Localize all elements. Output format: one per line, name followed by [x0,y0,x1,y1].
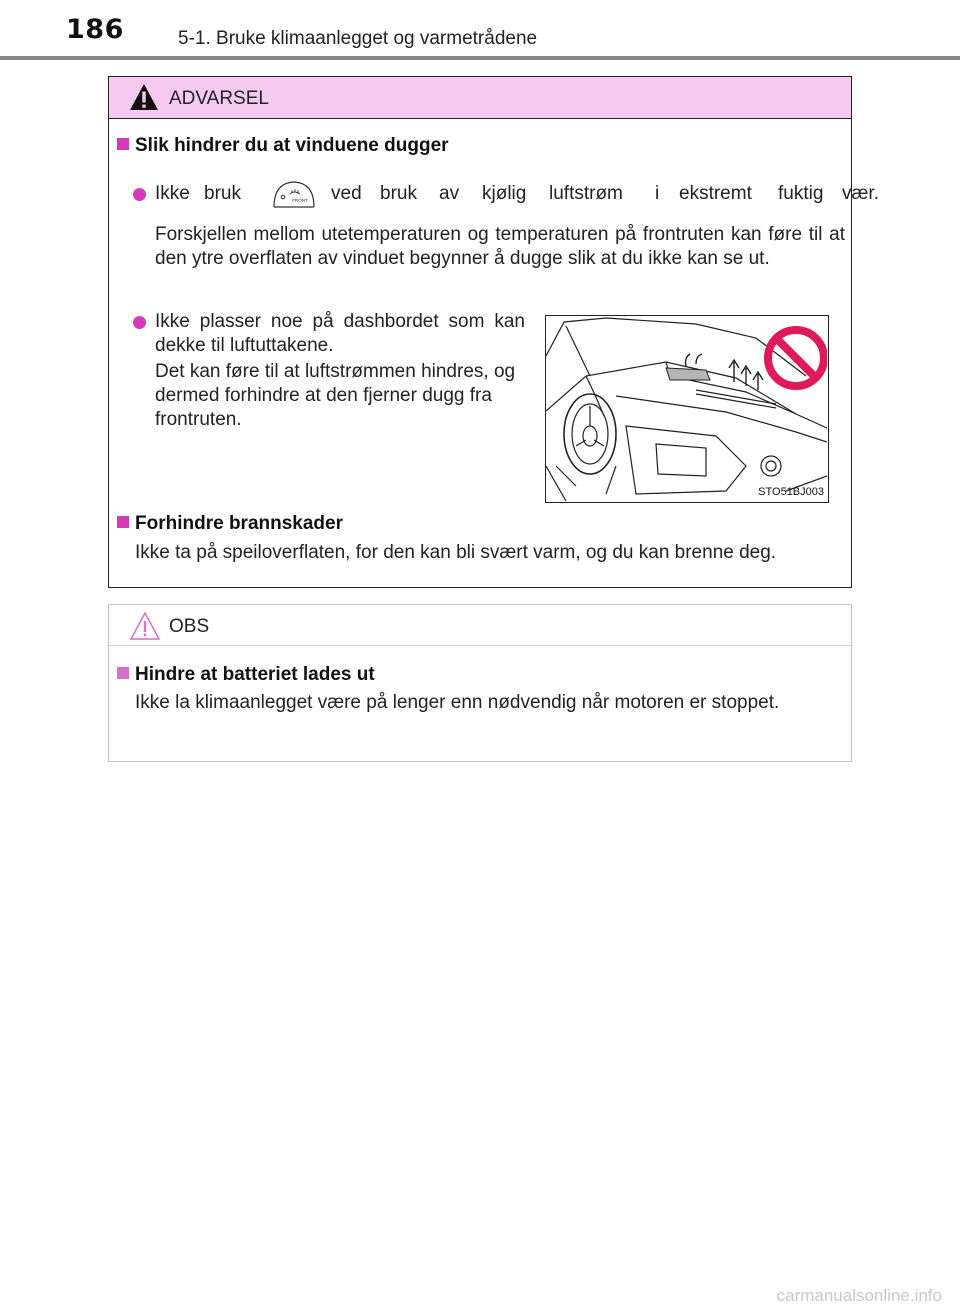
notice-label: OBS [169,616,210,637]
figure-code: STO51BJ003 [758,486,824,498]
section-title: 5-1. Bruke klimaanlegget og varmetrådene [178,28,538,49]
dashboard-drawing [546,316,827,501]
item-text-2: Det kan føre til at luftstrømmen hindres, og dermed forhindre at den fjerner dugg fra frontruten. [155,361,516,430]
dashboard-illustration [545,315,829,503]
caution-triangle-icon [129,611,161,641]
square-bullet-icon [117,516,129,528]
round-bullet-icon [133,188,146,201]
header-rule [0,56,960,60]
warning-box: ADVARSEL Slik hindrer du at vinduene dugger Ikke bruk ved bruk av kjølig luftstrøm i ekstremt fuktig vær. FRONT Forskjellen mellom utetemperaturen og temperaturen på frontruten kan føre til at den ytre overflaten av vinduet begynner å dugge slik at du ikke kan se ut. Ikke plasser noe på dashbordet som kan dekke til luftuttakene. Det kan føre til at luftstrømmen hindres, og dermed forhindre at den fjerner dugg fra frontruten. STO51BJ003 Forhindre brannskader Ikke ta på speiloverflaten, for den kan bli svært varm, og du kan brenne deg. [108,76,852,588]
svg-text:FRONT: FRONT [292,198,308,203]
warning-label: ADVARSEL [169,88,269,109]
notice-text: Ikke la klimaanlegget være på lenger enn nødvendig når motoren er stoppet. [135,692,780,713]
warning-triangle-icon [129,83,159,111]
section-heading: Slik hindrer du at vinduene dugger [117,135,449,157]
watermark: carmanualsonline.info [776,1286,942,1305]
square-bullet-icon [117,138,129,150]
item-text: Ikke plasser noe på dashbordet som kan dekke til luftuttakene. [155,311,525,356]
page-number: 186 [66,14,124,45]
square-bullet-icon [117,667,129,679]
warning-header [109,77,851,119]
notice-box [108,604,852,762]
section-heading: Forhindre brannskader [117,513,343,535]
front-defroster-button [271,179,317,209]
round-bullet-icon [133,316,146,329]
item-continuation: Forskjellen mellom utetemperaturen og temperaturen på frontruten kan føre til at den ytre overflaten av vinduet begynner å dugge slik at du ikke kan se ut. [155,224,845,269]
notice-header [109,605,851,646]
prohibition-icon [768,330,824,386]
front-defroster-icon [271,179,317,209]
page-header [0,0,960,62]
section-text: Ikke ta på speiloverflaten, for den kan bli svært varm, og du kan brenne deg. [135,542,777,563]
notice-heading: Hindre at batteriet lades ut [117,664,375,686]
